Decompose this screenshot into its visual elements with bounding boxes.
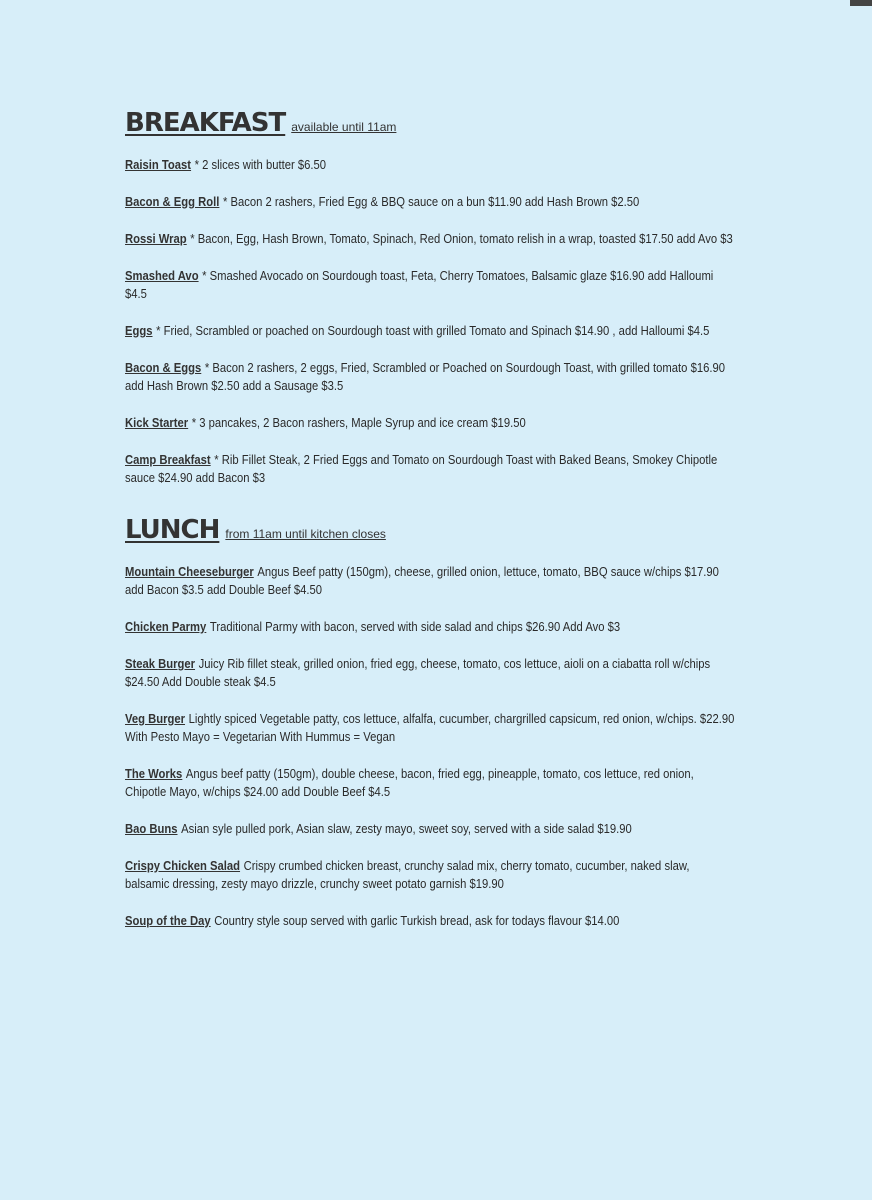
item-description: * Bacon 2 rashers, Fried Egg & BBQ sauce on a bun $11.90 add Hash Brown $2.50 (222, 195, 640, 209)
item-description: * Rib Fillet Steak, 2 Fried Eggs and Tomato on Sourdough Toast with Baked Beans, Smokey Chipotle sauce $24.90 add Bacon $3 (125, 453, 718, 485)
menu-item (125, 359, 734, 395)
menu-page (125, 108, 735, 949)
item-description: Crispy crumbed chicken breast, crunchy salad mix, cherry tomato, cucumber, naked slaw, balsamic dressing, zesty mayo drizzle, crunchy sweet potato garnish $19.90 (125, 859, 690, 891)
item-description: Juicy Rib fillet steak, grilled onion, fried egg, cheese, tomato, cos lettuce, aioli on a ciabatta roll w/chips $24.50 Add Double steak $4.5 (125, 657, 711, 689)
menu-item (125, 230, 734, 248)
item-description: * Fried, Scrambled or poached on Sourdough toast with grilled Tomato and Spinach $14.90 , add Halloumi $4.5 (156, 324, 710, 338)
item-name: Soup of the Day (125, 914, 211, 928)
item-description: Asian syle pulled pork, Asian slaw, zesty mayo, sweet soy, served with a side salad $19.90 (181, 822, 632, 836)
menu-item (125, 414, 734, 432)
lunch-items (125, 563, 735, 930)
item-name: Kick Starter (125, 416, 189, 430)
item-description: Country style soup served with garlic Turkish bread, ask for todays flavour $14.00 (214, 914, 620, 928)
item-name: Mountain Cheeseburger (125, 565, 254, 579)
item-name: Bacon & Egg Roll (125, 195, 220, 209)
menu-item (125, 322, 734, 340)
item-name: Smashed Avo (125, 269, 199, 283)
menu-item (125, 710, 734, 746)
menu-item (125, 563, 734, 599)
item-name: Bao Buns (125, 822, 178, 836)
item-name: Veg Burger (125, 712, 186, 726)
item-name: Chicken Parmy (125, 620, 207, 634)
breakfast-section (125, 108, 735, 487)
item-description: * 3 pancakes, 2 Bacon rashers, Maple Syrup and ice cream $19.50 (191, 416, 526, 430)
menu-item (125, 451, 734, 487)
item-description: Angus beef patty (150gm), double cheese, bacon, fried egg, pineapple, tomato, cos lettuce, red onion, Chipotle Mayo, w/chips $24.00 add Double Beef $4.5 (125, 767, 694, 799)
menu-item (125, 857, 734, 893)
item-description: Traditional Parmy with bacon, served with side salad and chips $26.90 Add Avo $3 (209, 620, 621, 634)
lunch-header (125, 515, 735, 545)
item-name: Rossi Wrap (125, 232, 187, 246)
item-description: * Bacon, Egg, Hash Brown, Tomato, Spinach, Red Onion, tomato relish in a wrap, toasted $17.50 add Avo $3 (190, 232, 733, 246)
item-name: Crispy Chicken Salad (125, 859, 241, 873)
menu-item (125, 820, 734, 838)
breakfast-items (125, 156, 735, 487)
item-name: Steak Burger (125, 657, 196, 671)
menu-item (125, 912, 734, 930)
item-name: Bacon & Eggs (125, 361, 202, 375)
menu-item (125, 267, 734, 303)
menu-item (125, 156, 734, 174)
item-name: Raisin Toast (125, 158, 192, 172)
menu-item (125, 765, 734, 801)
breakfast-title: BREAKFAST (125, 108, 286, 138)
item-description: * Bacon 2 rashers, 2 eggs, Fried, Scrambled or Poached on Sourdough Toast, with grilled tomato $16.90 add Hash Brown $2.50 add a Sausage $3.5 (125, 361, 725, 393)
menu-item (125, 655, 734, 691)
menu-item (125, 618, 734, 636)
menu-item (125, 193, 734, 211)
item-description: Lightly spiced Vegetable patty, cos lettuce, alfalfa, cucumber, chargrilled capsicum, red onion, w/chips. $22.90 With Pesto Mayo = Vegetarian With Hummus = Vegan (125, 712, 735, 744)
item-description: Angus Beef patty (150gm), cheese, grilled onion, lettuce, tomato, BBQ sauce w/chips $17.90 add Bacon $3.5 add Double Beef $4.50 (125, 565, 719, 597)
breakfast-subtitle: available until 11am (291, 120, 397, 134)
breakfast-header (125, 108, 735, 138)
item-description: * Smashed Avocado on Sourdough toast, Feta, Cherry Tomatoes, Balsamic glaze $16.90 add Halloumi $4.5 (125, 269, 714, 301)
lunch-title: LUNCH (125, 515, 220, 545)
item-name: The Works (125, 767, 183, 781)
scan-corner-mark (850, 0, 872, 6)
item-description: * 2 slices with butter $6.50 (194, 158, 326, 172)
lunch-section (125, 515, 735, 930)
item-name: Eggs (125, 324, 153, 338)
item-name: Camp Breakfast (125, 453, 211, 467)
lunch-subtitle: from 11am until kitchen closes (225, 527, 386, 541)
